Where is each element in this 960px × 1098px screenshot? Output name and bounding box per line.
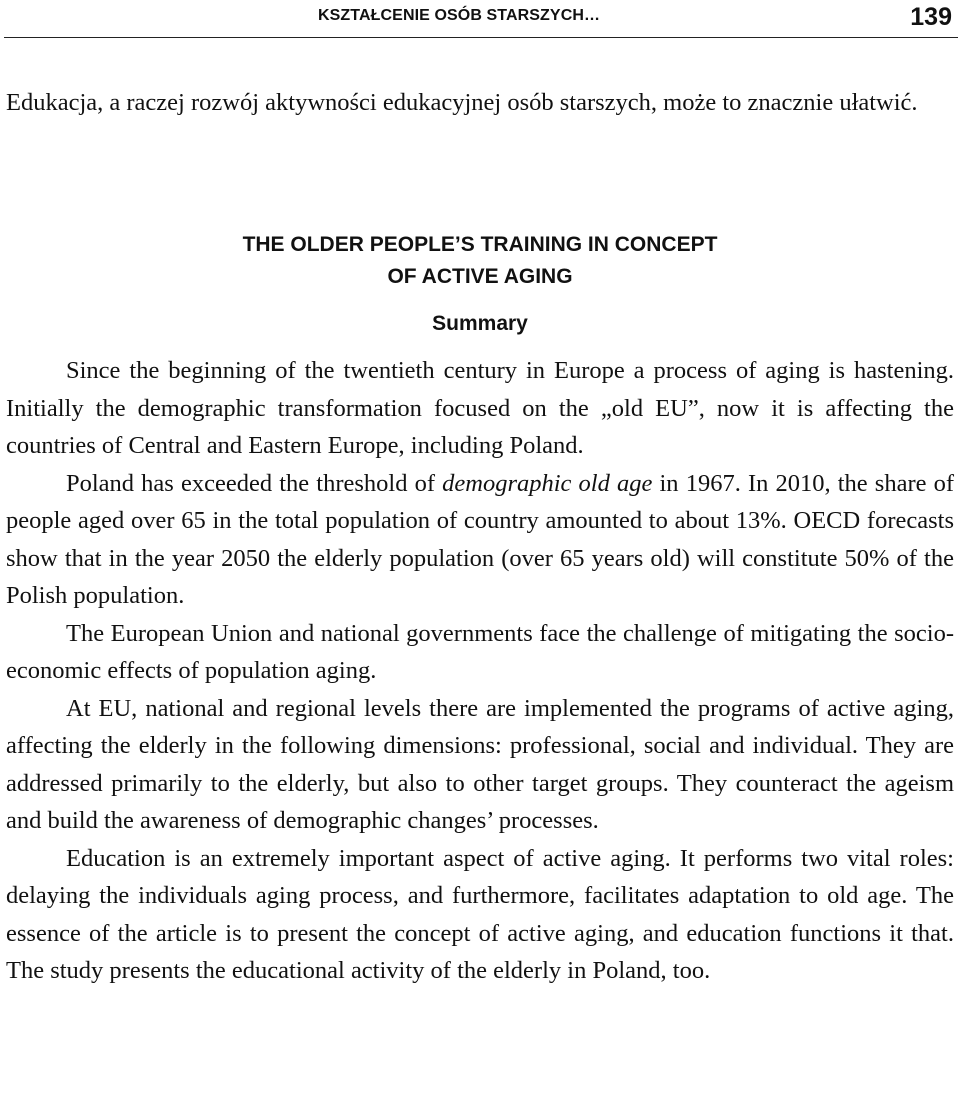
summary-paragraph-1: Since the beginning of the twentieth century in Europe a process of aging is hastening. Initially the demographic transformation focused on the „old EU”, now it is affecting the countries of Central and Eastern Europe, including Poland.	[6, 357, 954, 459]
summary-body	[6, 352, 954, 990]
summary-p2-text-b: in 1967. In 2010, the share of people aged over 65 in the total population of country amounted to about 13%. OECD forecasts show that in the year 2050 the elderly population (over 65 years old) will constitute 50% of the Polish population.	[6, 469, 955, 609]
summary-paragraph-4: At EU, national and regional levels there are implemented the programs of active aging, affecting the elderly in the following dimensions: professional, social and individual. They are addressed primarily to the elderly, but also to other target groups. They counteract the ageism and build the awareness of demographic changes’ processes.	[6, 694, 954, 834]
running-head: KSZTAŁCENIE OSÓB STARSZYCH…	[318, 7, 601, 24]
summary-p2-emphasis: demographic old age	[442, 469, 653, 497]
article-title-line-1: THE OLDER PEOPLE’S TRAINING IN CONCEPT	[242, 233, 718, 256]
summary-paragraph-2	[6, 465, 954, 615]
summary-paragraph-3: The European Union and national governments face the challenge of mitigating the socio-economic effects of population aging.	[6, 619, 954, 684]
article-title-line-2: OF ACTIVE AGING	[387, 265, 573, 288]
summary-p2-text-a: Poland has exceeded the threshold of	[66, 469, 443, 497]
page-number: 139	[910, 3, 952, 31]
page-header	[0, 0, 960, 44]
header-rule	[4, 37, 958, 38]
intro-paragraph: Edukacja, a raczej rozwój aktywności edukacyjnej osób starszych, może to znacznie ułatwić.	[6, 89, 918, 116]
summary-paragraph-5: Education is an extremely important aspect of active aging. It performs two vital roles: delaying the individuals aging process, and furthermore, facilitates adaptation to old age. The essence of the article is to present the concept of active aging, and education functions it that. The study presents the educational activity of the elderly in Poland, too.	[6, 844, 954, 984]
summary-heading: Summary	[432, 312, 528, 335]
